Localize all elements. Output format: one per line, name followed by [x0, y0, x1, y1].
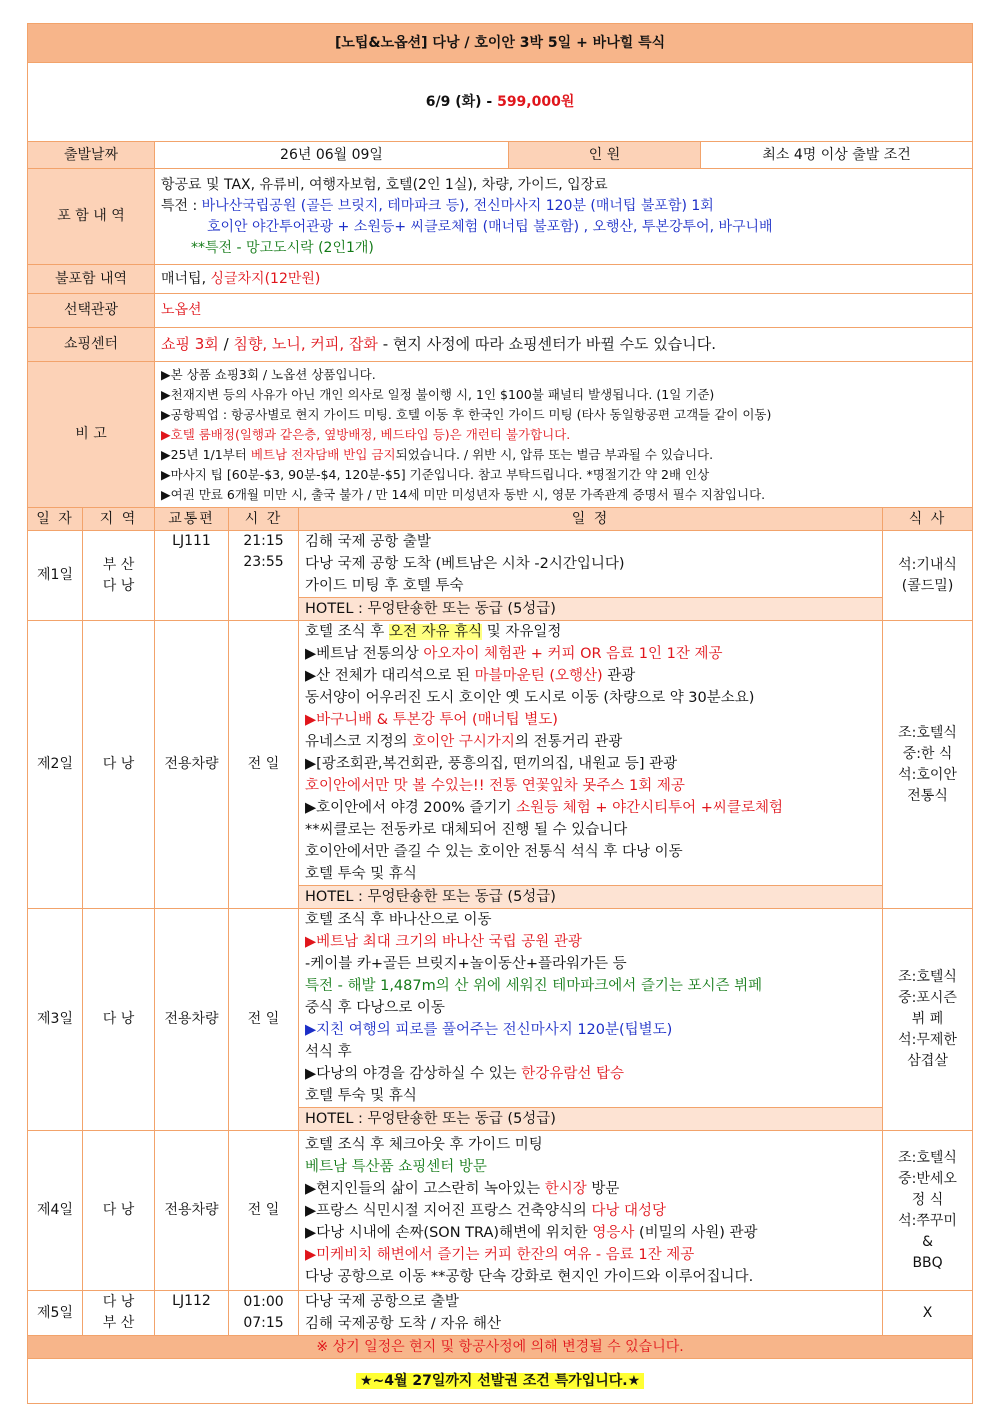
itinerary-table: [27, 23, 973, 1404]
day-region: 부 산 다 낭: [83, 531, 155, 621]
note-label: 비 고: [28, 362, 155, 508]
col-transport: 교통편: [155, 508, 229, 531]
day-schedule: 호텔 조식 후 바나산으로 이동 ▶베트남 최대 크기의 바나산 국립 공원 관광 -케이블 카+골든 브릿지+놀이동산+플라워가든 등 특전 - 해발 1,487m의 산 위에 세워진 테마파크에서 즐기는 포시즌 뷔페 중식 후 다낭으로 이동 ▶지친 여행의 피로를 풀어주는 전신마사지 120분(팁별도) 석식 후 ▶다낭의 야경을 감상하실 수 있는 한강유람선 탑승 호텔 투숙 및 휴식 HOTEL : 무엉탄숑한 또는 동급 (5성급): [299, 909, 883, 1131]
exclude-value: 매너팁, 싱글차지(12만원): [155, 265, 973, 294]
day-meal: X: [883, 1291, 973, 1336]
day-schedule: 다낭 국제 공항으로 출발 김해 국제공항 도착 / 자유 해산: [299, 1291, 883, 1336]
day-label: 제1일: [28, 531, 83, 621]
day-time: 전 일: [229, 1131, 299, 1291]
people-label: 인 원: [509, 142, 701, 169]
day-region: 다 낭: [83, 1131, 155, 1291]
shop-label: 쇼핑센터: [28, 328, 155, 362]
day-label: 제3일: [28, 909, 83, 1131]
shop-value: 쇼핑 3회 / 침향, 노니, 커피, 잡화 - 현지 사정에 따라 쇼핑센터가 바뀔 수도 있습니다.: [155, 328, 973, 362]
day-schedule: 호텔 조식 후 체크아웃 후 가이드 미팅 베트남 특산품 쇼핑센터 방문 ▶현지인들의 삶이 고스란히 녹아있는 한시장 방문 ▶프랑스 식민시절 지어진 프랑스 건축양식의 다낭 대성당 ▶다낭 시내에 손짜(SON TRA)해변에 위치한 영응사 (비밀의 사원) 관광 ▶미케비치 해변에서 즐기는 커피 한잔의 여유 - 음료 1잔 제공 다낭 공항으로 이동 **공항 단속 강화로 현지인 가이드와 이루어집니다.: [299, 1131, 883, 1291]
note-item: ▶여권 만료 6개월 미만 시, 출국 불가 / 만 14세 미만 미성년자 동반 시, 영문 가족관계 증명서 필수 지참입니다.: [161, 486, 766, 502]
note-item: ▶천재지변 등의 사유가 아닌 개인 의사로 일정 불이행 시, 1인 $100불 패널티 발생됩니다. (1일 기준): [161, 386, 715, 402]
day-row: [28, 621, 973, 909]
note-item: ▶마사지 팁 [60분-$3, 90분-$4, 120분-$5] 기준입니다. 참고 부탁드립니다. *명절기간 약 2배 인상: [161, 466, 710, 482]
day-label: 제2일: [28, 621, 83, 909]
day-row: [28, 1131, 973, 1291]
promo-footer: ★~4월 27일까지 선발권 조건 특가입니다.★: [28, 1359, 973, 1404]
note-item: ▶25년 1/1부터 베트남 전자담배 반입 금지되었습니다. / 위반 시, 압류 또는 벌금 부과될 수 있습니다.: [161, 446, 714, 462]
include-value: 항공료 및 TAX, 유류비, 여행자보험, 호텔(2인 1실), 차량, 가이드, 입장료 특전 : 바나산국립공원 (골든 브릿지, 테마파크 등), 전신마사지 120분 (매너팁 불포함) 1회 호이안 야간투어관광 + 소원등+ 씨클로체험 (매너팁 불포함) , 오행산, 투본강투어, 바구니배 **특전 - 망고도시락 (2인1개): [155, 169, 973, 265]
day-region: 다 낭: [83, 621, 155, 909]
day-transport: LJ111: [155, 531, 229, 621]
itinerary-page: [27, 23, 972, 1404]
day-row: [28, 531, 973, 621]
day-region: 다 낭 부 산: [83, 1291, 155, 1336]
day-transport: 전용차량: [155, 909, 229, 1131]
day-row: [28, 1291, 973, 1336]
note-item: ▶본 상품 쇼핑3회 / 노옵션 상품입니다.: [161, 366, 376, 382]
day-time: 01:00 07:15: [229, 1291, 299, 1336]
include-label: 포 함 내 역: [28, 169, 155, 265]
departure-label: 출발날짜: [28, 142, 155, 169]
people-value: 최소 4명 이상 출발 조건: [701, 142, 973, 169]
day-meal: 조:호텔식 중:포시즌 뷔 페 석:무제한 삼겹살: [883, 909, 973, 1131]
option-value: 노옵션: [155, 294, 973, 328]
col-day: 일 자: [28, 508, 83, 531]
schedule-notice: ※ 상기 일정은 현지 및 항공사정에 의해 변경될 수 있습니다.: [28, 1336, 973, 1359]
note-item: ▶호텔 룸배정(일행과 같은층, 옆방배정, 베드타입 등)은 개런티 불가합니다.: [161, 426, 571, 442]
col-region: 지 역: [83, 508, 155, 531]
day-meal: 조:호텔식 중:반세오 정 식 석:쭈꾸미 & BBQ: [883, 1131, 973, 1291]
day-row: [28, 909, 973, 1131]
option-label: 선택관광: [28, 294, 155, 328]
day-region: 다 낭: [83, 909, 155, 1131]
day-transport: LJ112: [155, 1291, 229, 1336]
departure-value: 26년 06월 09일: [155, 142, 509, 169]
hotel-line: HOTEL : 무엉탄숑한 또는 동급 (5성급): [299, 885, 882, 908]
day-time: 전 일: [229, 621, 299, 909]
col-schedule: 일 정: [299, 508, 883, 531]
note-item: ▶공항픽업 : 항공사별로 현지 가이드 미팅. 호텔 이동 후 한국인 가이드 미팅 (타사 동일항공편 고객들 같이 이동): [161, 406, 772, 422]
exclude-label: 불포함 내역: [28, 265, 155, 294]
product-title: [노팁&노옵션] 다낭 / 호이안 3박 5일 + 바나힐 특식: [28, 24, 973, 63]
day-transport: 전용차량: [155, 1131, 229, 1291]
col-meal: 식 사: [883, 508, 973, 531]
note-list: [155, 362, 973, 508]
day-meal: 석:기내식 (콜드밀): [883, 531, 973, 621]
col-time: 시 간: [229, 508, 299, 531]
day-schedule: 호텔 조식 후 오전 자유 휴식 및 자유일정 ▶베트남 전통의상 아오자이 체험관 + 커피 OR 음료 1인 1잔 제공 ▶산 전체가 대리석으로 된 마블마운틴 (오행산) 관광 동서양이 어우러진 도시 호이안 옛 도시로 이동 (차량으로 약 30분소요) ▶바구니배 & 투본강 투어 (매너팁 별도) 유네스코 지정의 호이안 구시가지의 전통거리 관광 ▶[광조회관,복건회관, 풍흥의집, 떤끼의집, 내원교 등] 관광 호이안에서만 맛 볼 수있는!! 전통 연꽃잎차 못주스 1회 제공 ▶호이안에서 야경 200% 즐기기 소원등 체험 + 야간시티투어 +씨클로체험 **씨클로는 전동카로 대체되어 진행 될 수 있습니다 호이안에서만 즐길 수 있는 호이안 전통식 석식 후 다낭 이동 호텔 투숙 및 휴식 HOTEL : 무엉탄숑한 또는 동급 (5성급): [299, 621, 883, 909]
hotel-line: HOTEL : 무엉탄숑한 또는 동급 (5성급): [299, 597, 882, 620]
day-time: 전 일: [229, 909, 299, 1131]
day-transport: 전용차량: [155, 621, 229, 909]
day-schedule: 김해 국제 공항 출발 다낭 국제 공항 도착 (베트남은 시차 -2시간입니다) 가이드 미팅 후 호텔 투숙 HOTEL : 무엉탄숑한 또는 동급 (5성급): [299, 531, 883, 621]
day-label: 제4일: [28, 1131, 83, 1291]
price-line: [28, 63, 973, 142]
price: 599,000원: [497, 93, 575, 110]
hotel-line: HOTEL : 무엉탄숑한 또는 동급 (5성급): [299, 1107, 882, 1130]
day-time: 21:15 23:55: [229, 531, 299, 621]
day-label: 제5일: [28, 1291, 83, 1336]
day-meal: 조:호텔식 중:한 식 석:호이안 전통식: [883, 621, 973, 909]
departure-date-heading: 6/9 (화) -: [425, 93, 498, 110]
